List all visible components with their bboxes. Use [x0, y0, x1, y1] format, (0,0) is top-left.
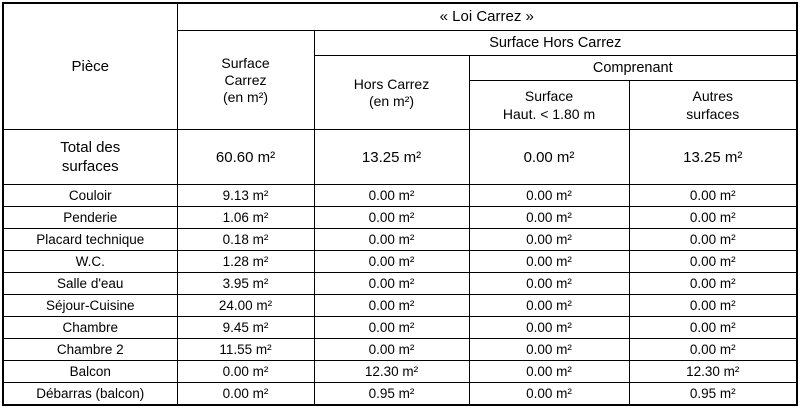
table-row	[3, 273, 797, 295]
total-hors-carrez: 13.25 m²	[314, 130, 469, 185]
row-carrez: 0.00 m²	[177, 383, 314, 406]
header-surface-carrez-line2: Carrez	[224, 71, 267, 88]
row-surface-haut: 0.00 m²	[469, 339, 629, 361]
row-hors-carrez: 0.00 m²	[314, 185, 469, 207]
row-carrez: 1.28 m²	[177, 251, 314, 273]
row-hors-carrez: 0.00 m²	[314, 317, 469, 339]
row-surface-haut: 0.00 m²	[469, 383, 629, 406]
header-surface-haut-line1: Surface	[524, 88, 574, 104]
header-hors-carrez-line1: Hors Carrez	[353, 75, 430, 92]
header-surface-carrez	[177, 31, 314, 130]
row-autres: 0.00 m²	[629, 317, 797, 339]
total-label-line1: Total des	[60, 139, 121, 156]
row-name: Débarras (balcon)	[3, 383, 177, 406]
row-carrez: 11.55 m²	[177, 339, 314, 361]
row-name: Balcon	[3, 361, 177, 383]
row-hors-carrez: 0.00 m²	[314, 207, 469, 229]
row-hors-carrez: 0.00 m²	[314, 273, 469, 295]
table-row	[3, 229, 797, 251]
total-surface-haut: 0.00 m²	[469, 130, 629, 185]
table-row	[3, 339, 797, 361]
total-label-line2: surfaces	[61, 158, 119, 175]
table-body	[3, 130, 797, 406]
table-row	[3, 185, 797, 207]
row-hors-carrez: 0.00 m²	[314, 339, 469, 361]
table-row	[3, 317, 797, 339]
row-autres: 0.00 m²	[629, 251, 797, 273]
header-hors-carrez	[314, 56, 469, 130]
header-surface-carrez-line3: (en m²)	[222, 88, 269, 105]
row-surface-haut: 0.00 m²	[469, 295, 629, 317]
row-autres: 0.00 m²	[629, 295, 797, 317]
row-hors-carrez: 0.00 m²	[314, 251, 469, 273]
row-surface-haut: 0.00 m²	[469, 229, 629, 251]
header-surface-carrez-line1: Surface	[221, 54, 270, 71]
row-hors-carrez: 0.95 m²	[314, 383, 469, 406]
row-surface-haut: 0.00 m²	[469, 273, 629, 295]
row-surface-haut: 0.00 m²	[469, 251, 629, 273]
row-autres: 0.00 m²	[629, 185, 797, 207]
header-row-1	[3, 3, 797, 31]
row-carrez: 1.06 m²	[177, 207, 314, 229]
row-name: Séjour-Cuisine	[3, 295, 177, 317]
total-autres: 13.25 m²	[629, 130, 797, 185]
row-autres: 0.95 m²	[629, 383, 797, 406]
table-header	[3, 3, 797, 130]
row-hors-carrez: 0.00 m²	[314, 229, 469, 251]
total-carrez: 60.60 m²	[177, 130, 314, 185]
row-autres: 0.00 m²	[629, 339, 797, 361]
header-autres-surfaces-line2: surfaces	[686, 106, 740, 122]
row-hors-carrez: 0.00 m²	[314, 295, 469, 317]
header-piece: Pièce	[3, 3, 177, 130]
row-name: Placard technique	[3, 229, 177, 251]
row-carrez: 3.95 m²	[177, 273, 314, 295]
row-carrez: 0.18 m²	[177, 229, 314, 251]
row-carrez: 9.13 m²	[177, 185, 314, 207]
row-autres: 12.30 m²	[629, 361, 797, 383]
row-name: Couloir	[3, 185, 177, 207]
row-name: Salle d'eau	[3, 273, 177, 295]
loi-carrez-table	[2, 2, 798, 406]
row-hors-carrez: 12.30 m²	[314, 361, 469, 383]
row-name: Chambre	[3, 317, 177, 339]
table-row	[3, 383, 797, 406]
row-name: Penderie	[3, 207, 177, 229]
header-surface-haut-line2: Haut. < 1.80 m	[502, 106, 596, 122]
total-label	[3, 130, 177, 185]
row-carrez: 24.00 m²	[177, 295, 314, 317]
table-row	[3, 361, 797, 383]
row-name: Chambre 2	[3, 339, 177, 361]
row-autres: 0.00 m²	[629, 229, 797, 251]
table-row	[3, 295, 797, 317]
row-carrez: 9.45 m²	[177, 317, 314, 339]
row-autres: 0.00 m²	[629, 207, 797, 229]
header-autres-surfaces-line1: Autres	[692, 88, 733, 104]
row-surface-haut: 0.00 m²	[469, 185, 629, 207]
table-row	[3, 251, 797, 273]
table-row	[3, 207, 797, 229]
header-surface-hors-carrez: Surface Hors Carrez	[314, 31, 797, 56]
row-surface-haut: 0.00 m²	[469, 207, 629, 229]
row-carrez: 0.00 m²	[177, 361, 314, 383]
row-surface-haut: 0.00 m²	[469, 361, 629, 383]
total-row	[3, 130, 797, 185]
header-loi-carrez: « Loi Carrez »	[177, 3, 797, 31]
row-name: W.C.	[3, 251, 177, 273]
header-surface-haut	[469, 81, 629, 130]
row-autres: 0.00 m²	[629, 273, 797, 295]
header-hors-carrez-line2: (en m²)	[368, 92, 415, 109]
row-surface-haut: 0.00 m²	[469, 317, 629, 339]
header-autres-surfaces	[629, 81, 797, 130]
header-comprenant: Comprenant	[469, 56, 797, 81]
